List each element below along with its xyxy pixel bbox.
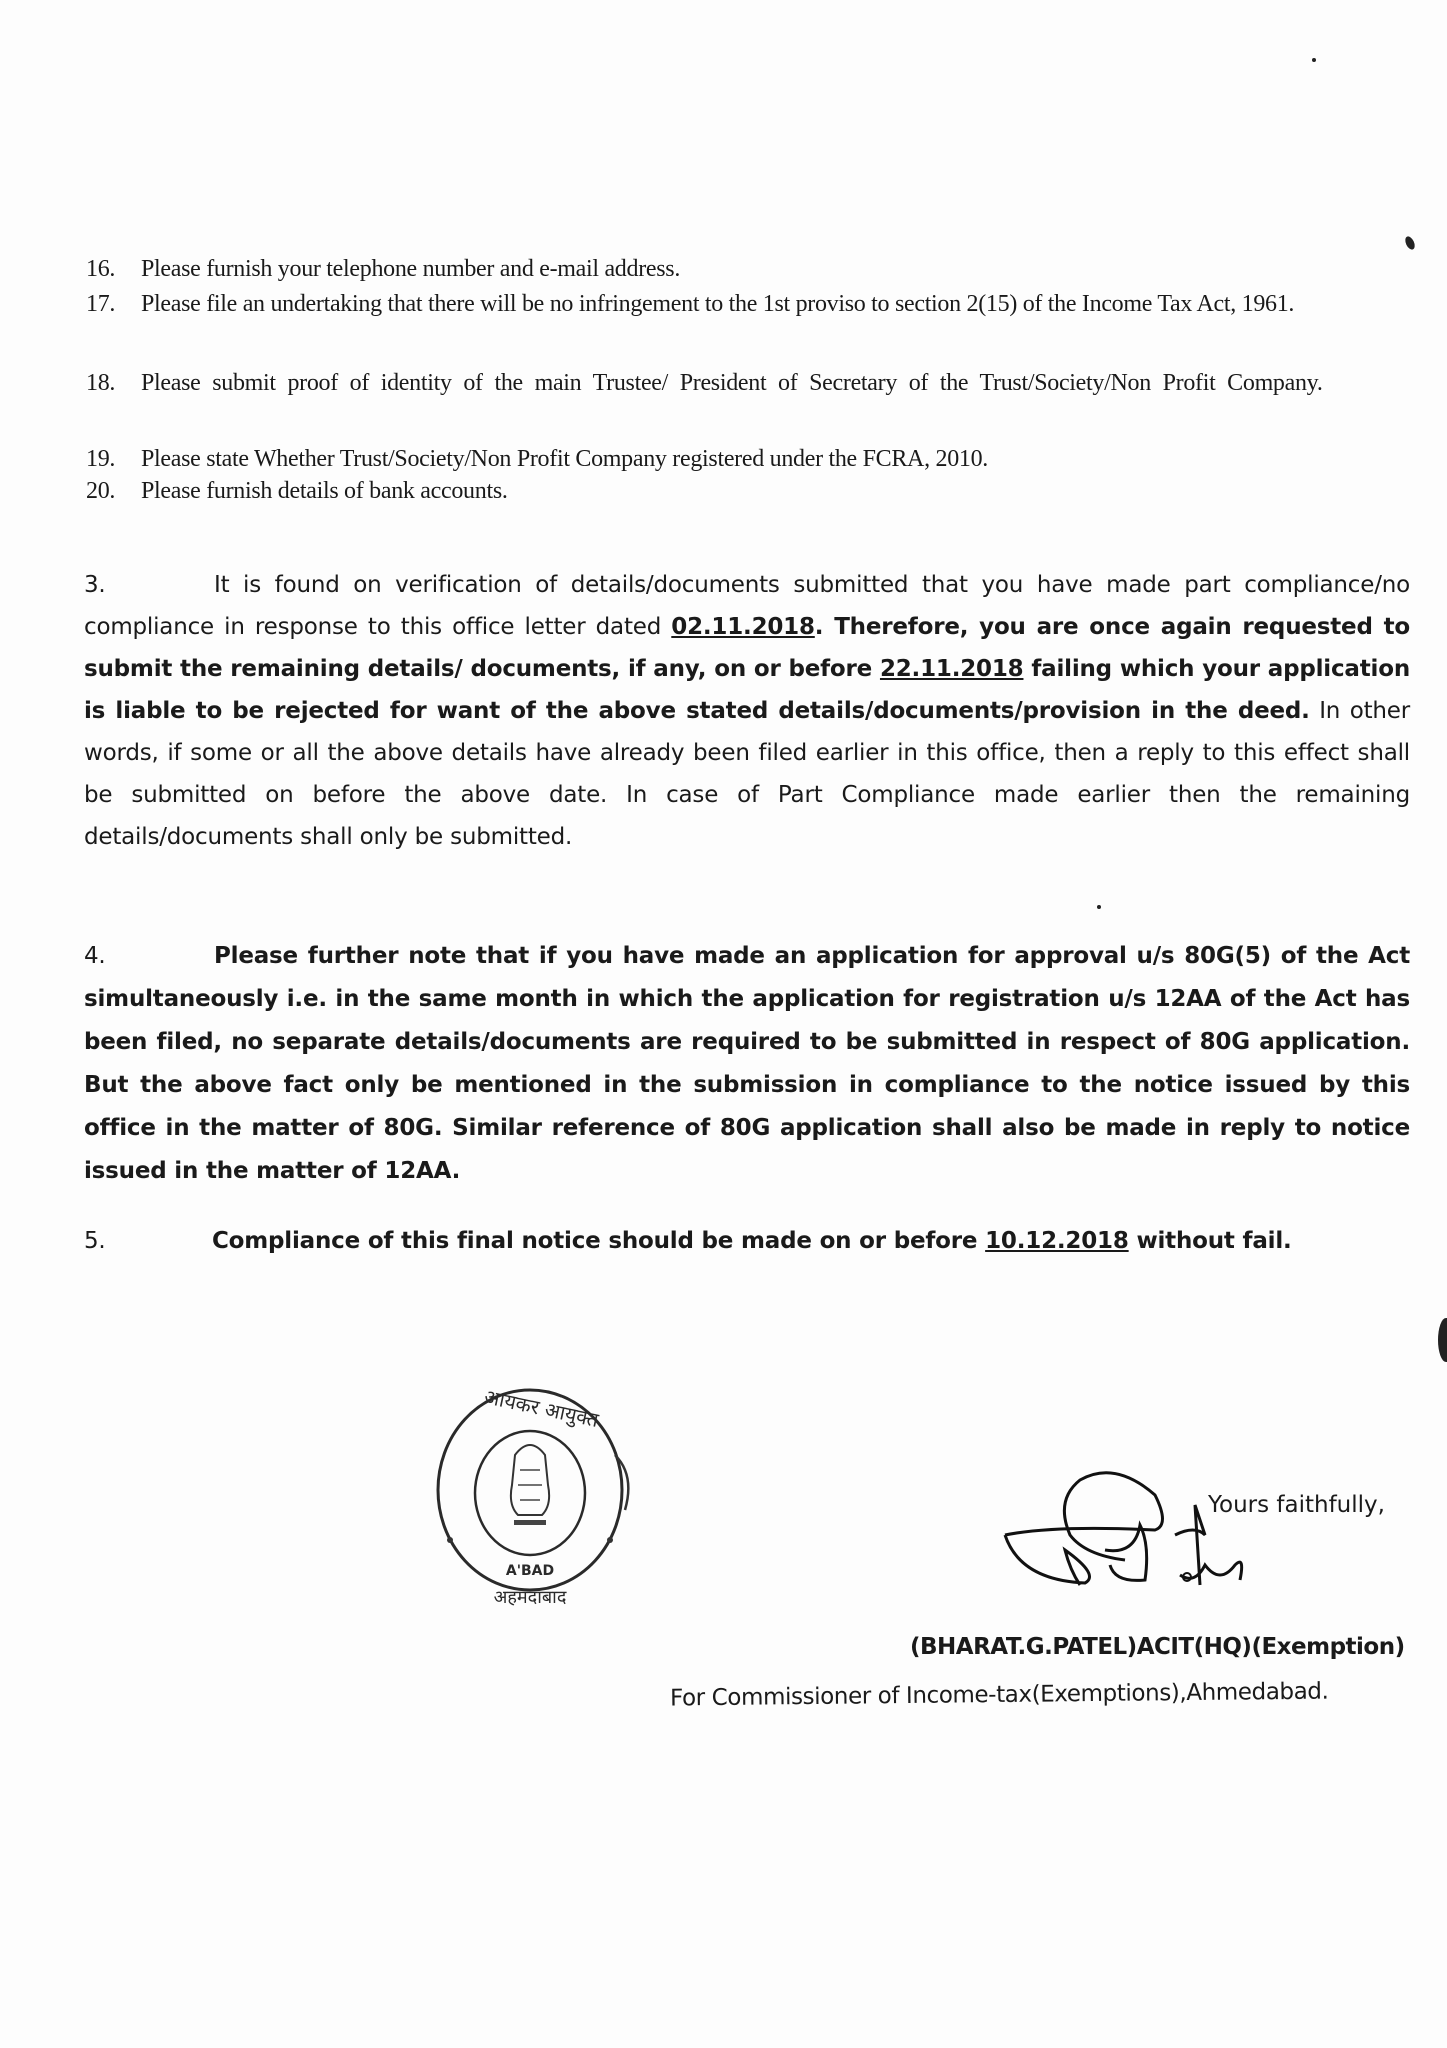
- paragraph-text: In other words, if some or all the above details have already been filed earlier in this office, then a reply to this effect shall be submitted on before the above date. In case of Part Compliance made earlier then the remaining details/documents shall only be submitted.: [84, 698, 1410, 850]
- svg-text:आयकर आयुक्त: आयकर आयुक्त: [482, 1384, 601, 1432]
- handwritten-signature-icon: [995, 1465, 1265, 1595]
- list-item-17: [86, 287, 1426, 322]
- list-item-18: [86, 366, 1426, 401]
- scan-edge-mark: [1438, 1318, 1447, 1362]
- list-item-20: [86, 474, 1426, 509]
- seal-emblem-icon: [430, 1375, 645, 1610]
- closing-salutation: Yours faithfully,: [1208, 1492, 1385, 1518]
- paragraph-number: 5.: [84, 1228, 106, 1254]
- paragraph-4: [84, 935, 1410, 1193]
- scan-speck: [1097, 905, 1101, 909]
- list-item-16: [86, 252, 1426, 287]
- paragraph-text: It is found on verification of details/documents submitted that you have made part compliance/no compliance in response to this office letter dated: [84, 572, 1410, 640]
- paragraph-text-bold: failing which your application is liable to be rejected for want of the above stated details/documents/provision in the deed.: [84, 656, 1410, 724]
- signatory-office: For Commissioner of Income-tax(Exemptions),Ahmedabad.: [669, 1678, 1329, 1712]
- deadline-date: 22.11.2018: [879, 656, 1024, 682]
- list-text: Please furnish your telephone number and e-mail address.: [141, 256, 681, 282]
- list-item-19: [86, 442, 1426, 477]
- paragraph-text-bold: . Therefore, you are once again requested to submit the remaining details/ documents, if any, on or before: [84, 614, 1410, 682]
- list-number: 17.: [86, 291, 116, 317]
- signatory-name: (BHARAT.G.PATEL)ACIT(HQ)(Exemption): [910, 1634, 1405, 1660]
- paragraph-number: 3.: [84, 572, 106, 598]
- svg-text:अहमदाबाद: अहमदाबाद: [493, 1587, 567, 1608]
- paragraph-5: [84, 1220, 1410, 1262]
- paragraph-number: 4.: [84, 943, 106, 969]
- svg-text:A'BAD: A'BAD: [505, 1563, 555, 1579]
- official-seal: [430, 1375, 645, 1610]
- paragraph-text-bold: without fail.: [1128, 1228, 1292, 1254]
- list-text: Please file an undertaking that there will be no infringement to the 1st proviso to section 2(15) of the Income Tax Act, 1961.: [141, 291, 1295, 317]
- list-number: 19.: [86, 446, 116, 472]
- paragraph-text-bold: Please further note that if you have made an application for approval u/s 80G(5) of the Act simultaneously i.e. in the same month in which the application for registration u/s 12AA of the Act has been filed, no separate details/documents are required to be submitted in respect of 80G application. But the above fact only be mentioned in the submission in compliance to the notice issued by this office in the matter of 80G. Similar reference of 80G application shall also be made in reply to notice issued in the matter of 12AA.: [84, 943, 1410, 1184]
- paragraph-3: [84, 564, 1410, 858]
- list-text: Please furnish details of bank accounts.: [141, 478, 508, 504]
- list-text: Please submit proof of identity of the main Trustee/ President of Secretary of the Trust/Society/Non Profit Company.: [141, 370, 1323, 396]
- scan-speck: [1312, 58, 1316, 62]
- list-number: 16.: [86, 256, 116, 282]
- final-deadline-date: 10.12.2018: [985, 1228, 1129, 1254]
- scan-speck: [1403, 235, 1416, 251]
- list-number: 20.: [86, 478, 116, 504]
- letter-date: 02.11.2018: [671, 614, 815, 640]
- list-text: Please state Whether Trust/Society/Non Profit Company registered under the FCRA, 2010.: [141, 446, 988, 472]
- paragraph-text-bold: Compliance of this final notice should be made on or before: [212, 1228, 986, 1254]
- list-number: 18.: [86, 370, 116, 396]
- signature: [995, 1465, 1265, 1595]
